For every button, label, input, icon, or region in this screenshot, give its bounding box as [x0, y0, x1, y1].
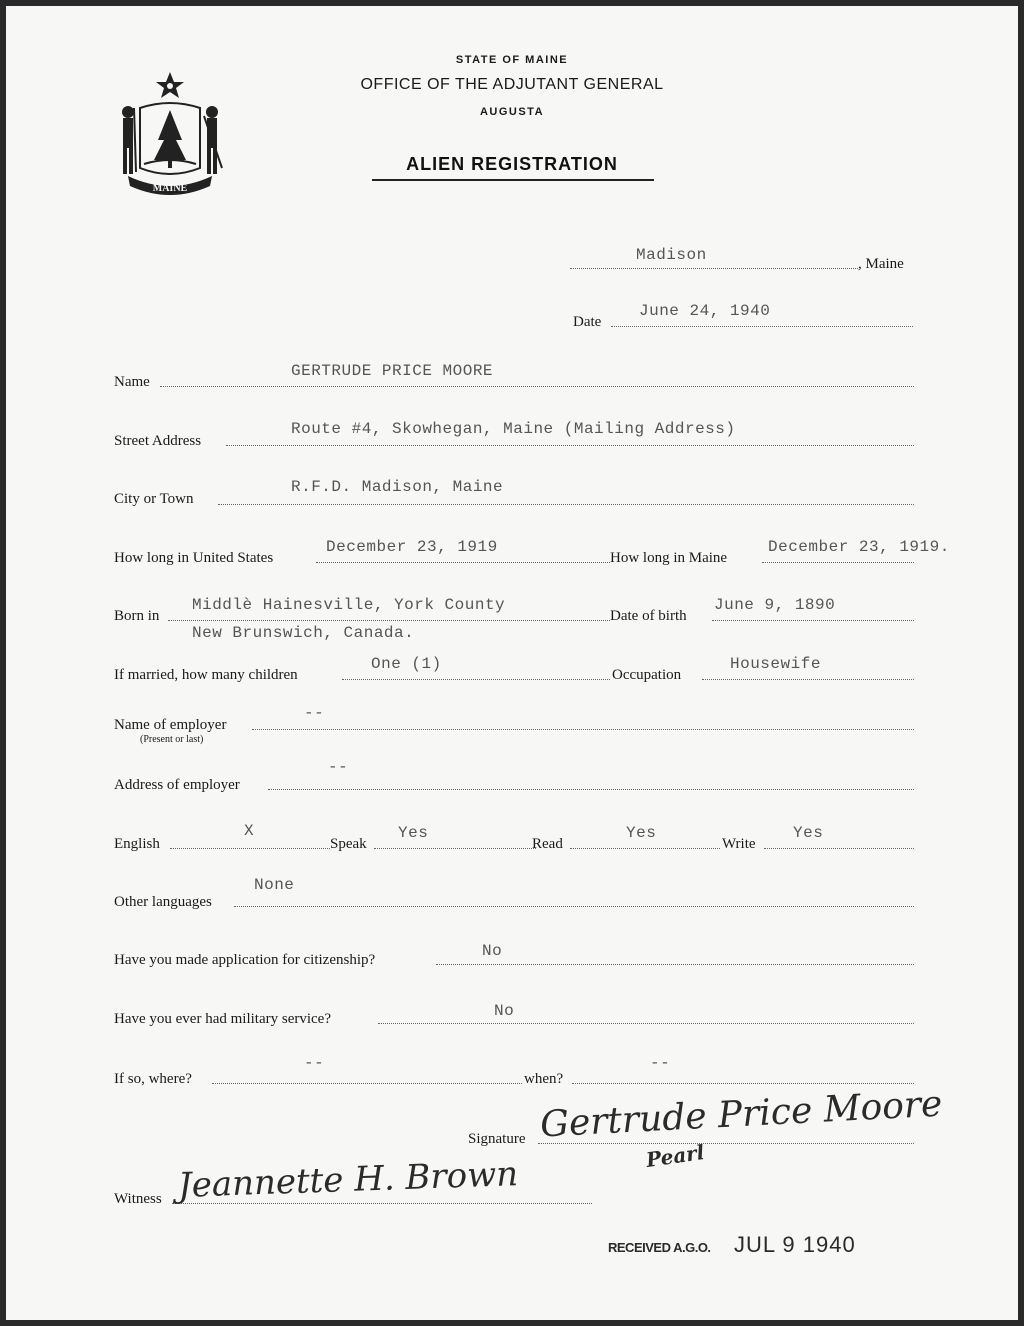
write-label: Write — [722, 836, 756, 852]
employer-name-value: -- — [304, 704, 325, 722]
place-value: Madison — [636, 246, 707, 264]
occupation-label: Occupation — [612, 667, 682, 683]
born-in-value-line2: New Brunswich, Canada. — [192, 624, 415, 642]
married-children-label: If married, how many children — [114, 667, 298, 683]
where-label: If so, where? — [114, 1071, 192, 1087]
seal-banner-text: MAINE — [152, 183, 188, 194]
where-value: -- — [304, 1054, 325, 1072]
write-value: Yes — [793, 824, 824, 842]
witness-label: Witness — [114, 1191, 162, 1207]
title-underline — [372, 179, 654, 181]
street-label: Street Address — [114, 433, 202, 449]
employer-sub-label: (Present or last) — [140, 734, 204, 745]
name-value: GERTRUDE PRICE MOORE — [291, 362, 494, 380]
street-value: Route #4, Skowhegan, Maine (Mailing Address) — [291, 420, 736, 438]
when-label: when? — [524, 1071, 564, 1087]
when-value: -- — [650, 1054, 671, 1072]
children-value: One (1) — [371, 655, 442, 673]
date-value: June 24, 1940 — [639, 302, 771, 320]
office-heading: OFFICE OF THE ADJUTANT GENERAL — [360, 76, 664, 93]
employer-name-label: Name of employer — [114, 717, 227, 733]
city-heading: AUGUSTA — [479, 106, 545, 118]
english-label: English — [114, 836, 160, 852]
speak-value: Yes — [398, 824, 429, 842]
received-stamp-label: RECEIVED A.G.O. — [608, 1240, 711, 1255]
military-value: No — [494, 1002, 515, 1020]
name-label: Name — [114, 374, 150, 390]
military-label: Have you ever had military service? — [114, 1011, 331, 1027]
employer-address-value: -- — [328, 758, 349, 776]
how-long-us-value: December 23, 1919 — [326, 538, 498, 556]
form-title: ALIEN REGISTRATION — [406, 154, 618, 174]
city-town-value: R.F.D. Madison, Maine — [291, 478, 504, 496]
signature-handwriting: Gertrude Price Moore — [539, 1083, 944, 1146]
received-stamp-date: JUL 9 1940 — [734, 1232, 856, 1257]
how-long-us-label: How long in United States — [114, 550, 274, 566]
witness-handwriting: Jeannette H. Brown — [177, 1154, 519, 1206]
english-value: X — [244, 822, 255, 840]
read-value: Yes — [626, 824, 657, 842]
born-in-value-line1: Middlè Hainesville, York County — [192, 596, 506, 614]
how-long-maine-value: December 23, 1919. — [768, 538, 950, 556]
form-page — [6, 6, 1018, 1320]
signature-note-handwriting: Pearl — [644, 1140, 706, 1172]
signature-label: Signature — [468, 1131, 526, 1147]
other-languages-label: Other languages — [114, 894, 212, 910]
city-town-label: City or Town — [114, 491, 194, 507]
maine-label: , Maine — [858, 256, 904, 272]
date-of-birth-value: June 9, 1890 — [714, 596, 836, 614]
citizenship-label: Have you made application for citizenship? — [114, 952, 376, 968]
born-in-label: Born in — [114, 608, 160, 624]
how-long-maine-label: How long in Maine — [610, 550, 728, 566]
state-heading: STATE OF MAINE — [455, 54, 569, 66]
date-of-birth-label: Date of birth — [610, 608, 687, 624]
employer-address-label: Address of employer — [114, 777, 240, 793]
citizenship-value: No — [482, 942, 503, 960]
date-label: Date — [573, 314, 602, 330]
speak-label: Speak — [330, 836, 367, 852]
occupation-value: Housewife — [730, 655, 821, 673]
other-languages-value: None — [254, 876, 295, 894]
read-label: Read — [532, 836, 563, 852]
